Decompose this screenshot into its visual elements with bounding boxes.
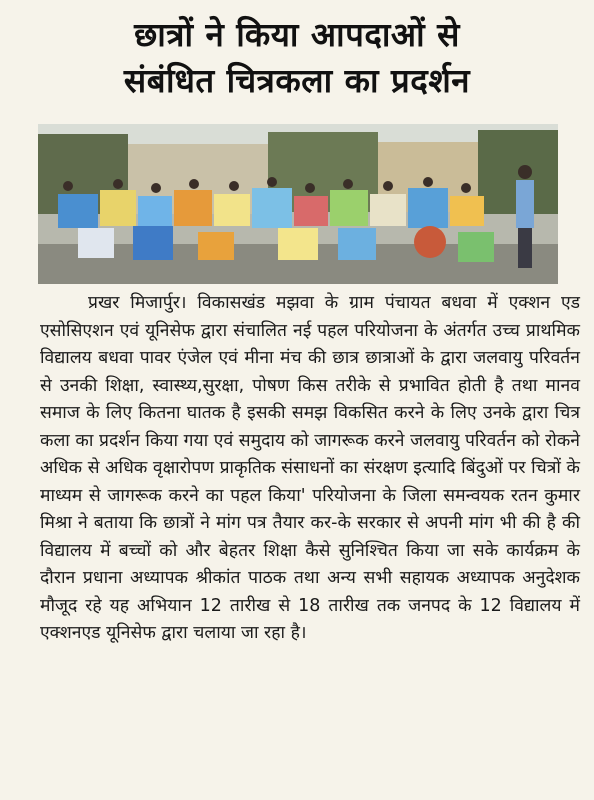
group-photo-students-with-paintings-icon [38, 124, 558, 284]
article-photo [38, 124, 558, 284]
next-headline-fragment [0, 788, 594, 800]
headline-line-2: संबंधित चित्रकला का प्रदर्शन [123, 61, 471, 100]
headline-line-1: छात्रों ने किया आपदाओं से [134, 15, 460, 54]
article-paragraph: प्रखर मिजार्पुर। विकासखंड मझवा के ग्राम पंचायत बधवा में एक्शन एड एसोसिएशन एवं यूनिसेफ द्वारा संचालित नई पहल परियोजना के अंतर्गत उच्च प्राथमिक विद्यालय बधवा पावर एंजेल एवं मीना मंच की छात्र छात्राओं के द्वारा जलवायु परिवर्तन से उनकी शिक्षा, स्वास्थ्य,सुरक्षा, पोषण किस तरीके से प्रभावित होती है तथा मानव समाज के लिए कितना घातक है इसकी समझ विकसित करने के लिए उनके द्वारा चित्र कला का प्रदर्शन किया गया एवं समुदाय को जागरूक करने जलवायु परिवर्तन को रोकने अधिक से अधिक वृक्षारोपण प्राकृतिक संसाधनों का संरक्षण इत्यादि बिंदुओं पर चित्रों के माध्यम से जागरूक करने का पहल किया' परियोजना के जिला समन्वयक रतन कुमार मिश्रा ने बताया कि छात्रों ने मांग पत्र तैयार कर-के सरकार से अपनी मांग भी की है की विद्यालय में बच्चों को और बेहतर शिक्षा कैसे सुनिश्चित किया जा सके कार्यक्रम के दौरान प्रधाना अध्यापक श्रीकांत पाठक तथा अन्य सभी सहायक अध्यापक अनुदेशक मौजूद रहे यह अभियान 12 तारीख से 18 तारीख तक जनपद के 12 विद्यालय में एक्शनएड यूनिसेफ द्वारा चलाया जा रहा है। [40, 293, 580, 643]
headline [20, 12, 574, 104]
article-body [40, 290, 580, 648]
